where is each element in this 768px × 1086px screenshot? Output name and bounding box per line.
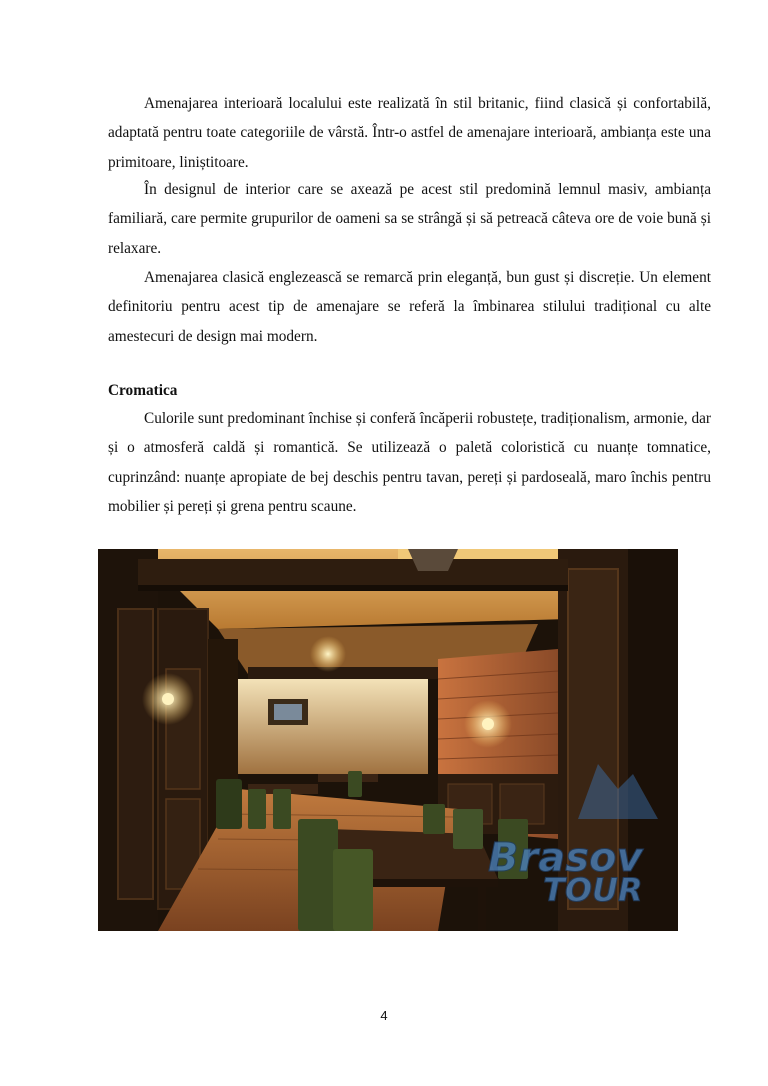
paragraph-1 <box>108 89 711 177</box>
restaurant-interior-photo <box>98 549 678 931</box>
paragraph-3-text: Amenajarea clasică englezească se remarcă prin eleganță, bun gust și discreție. Un element definitoriu pentru acest tip de amenajare se referă la îmbinarea stilului tradițional cu alte amestecuri de design mai modern. <box>108 269 711 345</box>
watermark-brasov: Brasov <box>488 835 643 881</box>
paragraph-2 <box>108 175 711 263</box>
paragraph-2-text: În designul de interior care se axează pe acest stil predomină lemnul masiv, ambianța familiară, care permite grupurilor de oameni sa se strângă și să petreacă câteva ore de voie bună și relaxare. <box>108 181 711 257</box>
page-number: 4 <box>380 1008 388 1023</box>
section-body-text: Culorile sunt predominant închise și conferă încăperii robustețe, tradiționalism, armonie, dar și o atmosferă caldă și romantică. Se utilizează o paletă coloristică cu nuanțe tomnatice, cuprinzând: nuanțe apropiate de bej deschis pentru tavan, pereți și pardoseală, maro închis pentru mobilier și pereți și grena pentru scaune. <box>108 410 711 515</box>
section-heading: Cromatica <box>108 382 178 399</box>
paragraph-3 <box>108 263 711 351</box>
watermark-tour: TOUR <box>543 871 643 909</box>
paragraph-1-text: Amenajarea interioară localului este realizată în stil britanic, fiind clasică și confortabilă, adaptată pentru toate categoriile de vârstă. Într-o astfel de amenajare interioară, ambianța este una primitoare, liniștitoare. <box>108 95 711 171</box>
section-body <box>108 404 711 521</box>
